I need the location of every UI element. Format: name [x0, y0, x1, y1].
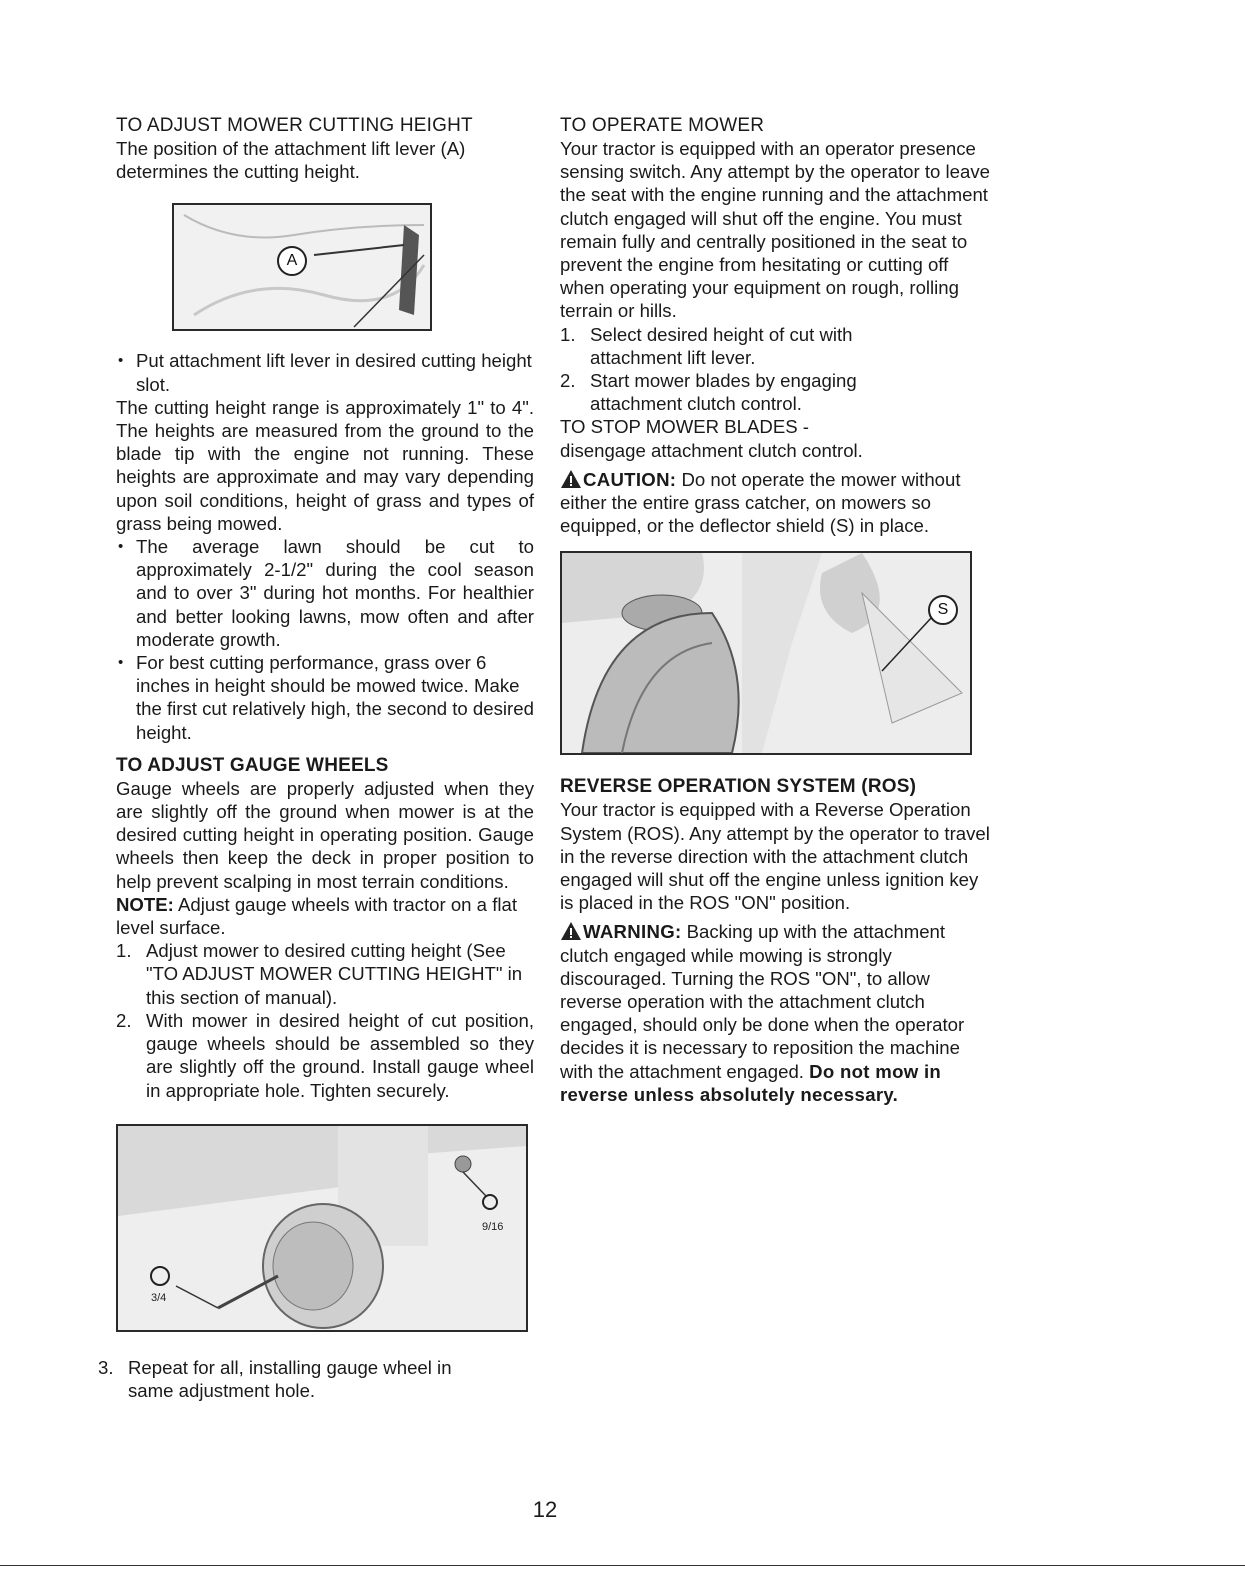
operate-step-2	[560, 369, 992, 415]
ros-paragraph: Your tractor is equipped with a Reverse Operation System (ROS). Any attempt by the operator to travel in the reverse direction with the attachment clutch engaged will shut off the engine unless ignition key is placed in the ROS "ON" position.	[560, 799, 990, 914]
step-number: 3.	[98, 1356, 114, 1378]
heading-adjust-cutting-height: TO ADJUST MOWER CUTTING HEIGHT	[116, 115, 473, 136]
note	[116, 893, 534, 939]
lift-lever-figure	[172, 203, 432, 331]
deflector-shield-figure	[560, 551, 972, 755]
operate-step-1	[560, 323, 992, 369]
left-column	[98, 114, 534, 1402]
callout-s: S	[928, 595, 958, 625]
warning-label: WARNING:	[583, 921, 682, 943]
right-column	[560, 114, 992, 1106]
bullet-best-cutting: • For best cutting performance, grass over 6 inches in height should be mowed twice. Make the first cut relatively high, the second to desired height.	[116, 651, 534, 744]
step-text: With mower in desired height of cut position, gauge wheels should be assembled so they are slightly off the ground. Install gauge wheel in appropriate hole. Tighten securely.	[146, 1009, 534, 1101]
step-number: 1.	[116, 940, 132, 962]
note-label: NOTE:	[116, 893, 174, 915]
gauge-step-2	[116, 1009, 534, 1102]
gauge-wheels-paragraph: Gauge wheels are properly adjusted when they are slightly off the ground when mower is at the desired cutting height in operating position. Gauge wheels then keep the deck in proper position to help prevent scalping in most terrain conditions.	[116, 777, 534, 892]
heading-operate-mower: TO OPERATE MOWER	[560, 115, 765, 136]
warning-bold-text: Do not mow in reverse unless absolutely necessary.	[560, 1060, 942, 1105]
step-number: 1.	[560, 323, 576, 345]
bullet-lift-lever: • Put attachment lift lever in desired cutting height slot.	[116, 349, 534, 395]
gauge-wheel-figure	[116, 1124, 528, 1332]
step-text: Repeat for all, installing gauge wheel in same adjustment hole.	[128, 1356, 452, 1401]
warning-block	[560, 920, 992, 1106]
heading-adjust-gauge-wheels: TO ADJUST GAUGE WHEELS	[116, 754, 389, 776]
step-text: Start mower blades by engaging attachment clutch control.	[590, 370, 857, 415]
gauge-wheel-illustration	[118, 1126, 526, 1330]
step-text: Select desired height of cut with attachment lift lever.	[590, 323, 853, 368]
stop-blades-text: disengage attachment clutch control.	[560, 439, 863, 461]
caution-icon	[560, 469, 582, 489]
cutting-height-range: The cutting height range is approximately 1" to 4". The heights are measured from the ground to the blade tip with the engine not running. These heights are approximate and may vary depending upon soil conditions, height of grass and types of grass being mowed.	[116, 396, 534, 534]
stop-blades-heading: TO STOP MOWER BLADES -	[560, 416, 809, 438]
gauge-step-1	[116, 939, 534, 1009]
cutting-height-intro: The position of the attachment lift lever (A) determines the cutting height.	[116, 138, 466, 183]
wrench-size-9-16: 9/16	[482, 1220, 504, 1233]
operate-mower-paragraph: Your tractor is equipped with an operator presence sensing switch. Any attempt by the operator to leave the seat with the engine running and the attachment clutch engaged will shut off the engine. You must remain fully and centrally positioned in the seat to prevent the engine from hesitating or cutting off when operating your equipment on rough, rolling terrain or hills.	[560, 138, 990, 322]
callout-a: A	[277, 246, 307, 276]
page-number: 12	[532, 1497, 558, 1522]
deflector-shield-illustration	[562, 553, 970, 753]
step-text: Adjust mower to desired cutting height (See "TO ADJUST MOWER CUTTING HEIGHT" in this section of manual).	[146, 940, 523, 1008]
bottom-rule	[0, 1565, 1245, 1566]
step-number: 2.	[560, 370, 576, 392]
heading-reverse-operation-system: REVERSE OPERATION SYSTEM (ROS)	[560, 776, 917, 798]
bullet-average-lawn: • The average lawn should be cut to approximately 2-1/2" during the cool season and to over 3" during hot months. For healthier and better looking lawns, mow often and after moderate growth.	[116, 535, 534, 651]
caution-text: Do not operate the mower without either the entire grass catcher, on mowers so equipped, or the deflector shield (S) in place.	[560, 468, 961, 537]
caution-block	[560, 468, 992, 538]
caution-label: CAUTION:	[583, 468, 677, 490]
step-number: 2.	[116, 1009, 132, 1031]
gauge-step-3	[98, 1356, 534, 1402]
wrench-size-3-4: 3/4	[151, 1291, 167, 1304]
warning-text: Backing up with the attachment clutch engaged while mowing is strongly discouraged. Turning the ROS "ON", to allow reverse operation with the attachment clutch engaged, should only be done when the operator decides it is necessary to reposition the machine with the attachment engaged.	[560, 921, 965, 1082]
warning-icon	[560, 921, 582, 941]
note-text: Adjust gauge wheels with tractor on a flat level surface.	[116, 893, 517, 939]
